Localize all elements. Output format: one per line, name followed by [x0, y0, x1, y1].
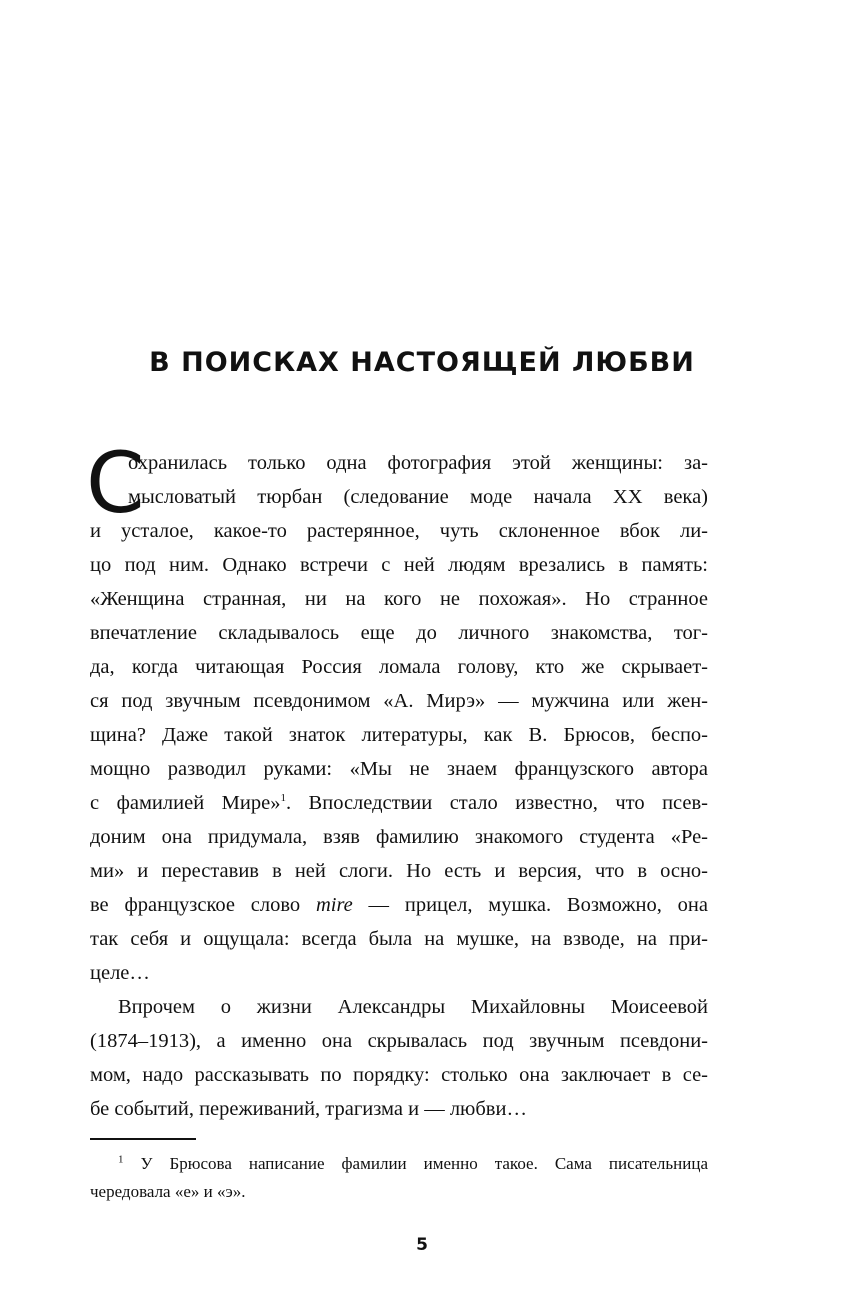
chapter-title: В ПОИСКАХ НАСТОЯЩЕЙ ЛЮБВИ [149, 347, 695, 378]
text-line: мом, надо рассказывать по порядку: столько она заключает в се- [90, 1064, 708, 1086]
text-fragment: ве французское слово [90, 894, 316, 916]
text-fragment: с фамилией Мире» [90, 792, 281, 814]
text-line: мысловатый тюрбан (следование моде начала XX века) [128, 486, 708, 508]
text-line-with-italic [90, 888, 708, 922]
text-line: охранилась только одна фотография этой женщины: за- [128, 452, 708, 474]
text-fragment: — прицел, мушка. Возможно, она [352, 894, 708, 916]
text-line: мощно разводил руками: «Мы не знаем французского автора [90, 758, 708, 780]
text-line: «Женщина странная, ни на кого не похожая». Но странное [90, 588, 708, 610]
text-line-with-footnote-ref [90, 786, 708, 820]
text-fragment: . Впоследствии стало известно, что псев- [285, 792, 708, 814]
footnote-line [118, 1150, 708, 1178]
page-number: 5 [416, 1235, 428, 1255]
text-line: (1874–1913), а именно она скрывалась под звучным псевдони- [90, 1030, 708, 1052]
text-line: так себя и ощущала: всегда была на мушке, на взводе, на при- [90, 928, 708, 950]
italic-word: mire [315, 894, 353, 916]
footnote-text: У Брюсова написание фамилии именно такое. Сама писательница [123, 1154, 708, 1173]
text-line: Впрочем о жизни Александры Михайловны Моисеевой [118, 996, 708, 1018]
text-line: щина? Даже такой знаток литературы, как В. Брюсов, беспо- [90, 724, 708, 746]
footnote-mark: 1 [118, 1153, 124, 1166]
drop-cap: С [86, 434, 145, 532]
text-line: бе событий, переживаний, трагизма и — любви… [90, 1098, 527, 1120]
text-line: и усталое, какое-то растерянное, чуть склоненное вбок ли- [90, 520, 708, 542]
text-line: доним она придумала, взяв фамилию знакомого студента «Ре- [90, 826, 708, 848]
text-line: ми» и переставив в ней слоги. Но есть и версия, что в осно- [90, 860, 708, 882]
footnote-line: чередовала «е» и «э». [90, 1182, 246, 1201]
text-line: да, когда читающая Россия ломала голову, кто же скрывает- [90, 656, 708, 678]
text-line: впечатление складывалось еще до личного знакомства, тог- [90, 622, 708, 644]
footnote-reference[interactable]: 1 [280, 792, 286, 805]
text-line: ся под звучным псевдонимом «А. Мирэ» — мужчина или жен- [90, 690, 708, 712]
text-line: целе… [90, 962, 150, 984]
text-line: цо под ним. Однако встречи с ней людям врезались в память: [90, 554, 708, 576]
footnote-divider [90, 1138, 196, 1140]
